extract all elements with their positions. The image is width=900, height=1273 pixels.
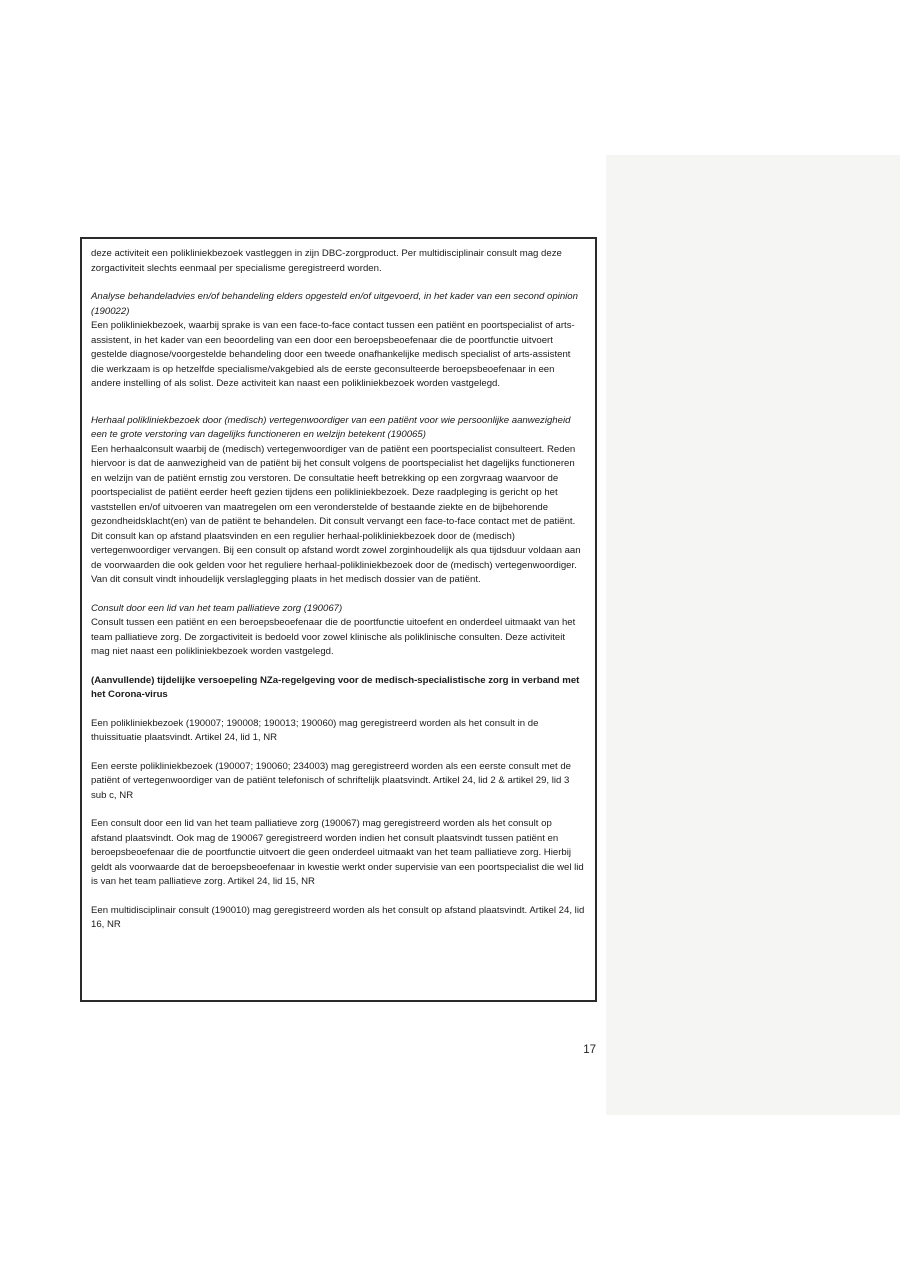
section-heading: Herhaal polikliniekbezoek door (medisch) vertegenwoordiger van een patiënt voor wie persoonlijke aanwezigheid een te grote verstoring van dagelijks functioneren en welzijn betekent (190065) <box>91 414 571 440</box>
paragraph: Een polikliniekbezoek (190007; 190008; 190013; 190060) mag geregistreerd worden als het consult in de thuissituatie plaatsvindt. Artikel 24, lid 1, NR <box>91 717 539 743</box>
paragraph: Een eerste polikliniekbezoek (190007; 190060; 234003) mag geregistreerd worden als een eerste consult met de patiënt of vertegenwoordiger van de patiënt telefonisch of schriftelijk plaatsvindt. Artikel 24, lid 2 & artikel 29, lid 3 sub c, NR <box>91 760 571 801</box>
paragraph: Een polikliniekbezoek, waarbij sprake is van een face-to-face contact tussen een patiënt en poortspecialist of arts-assistent, in het kader van een beoordeling van een door een beroepsbeoefenaar die de poortfunctie uitvoert gestelde diagnose/voorgestelde behandeling door een tweede onafhankelijke medisch specialist of arts-assistent die werkzaam is op hetzelfde specialisme/vakgebied als de eerste geconsulteerde beroepsbeoefenaar in een andere instelling of als solist. Deze activiteit kan naast een polikliniekbezoek worden vastgelegd. <box>91 320 575 389</box>
paragraph: deze activiteit een polikliniekbezoek vastleggen in zijn DBC-zorgproduct. Per multidisciplinair consult mag deze zorgactiviteit slechts eenmaal per specialisme geregistreerd worden. <box>91 248 562 274</box>
content-box <box>80 237 597 1002</box>
section-heading: (Aanvullende) tijdelijke versoepeling NZa-regelgeving voor de medisch-specialistische zorg in verband met het Corona-virus <box>91 674 580 700</box>
section-heading: Analyse behandeladvies en/of behandeling elders opgesteld en/of uitgevoerd, in het kader van een second opinion (190022) <box>91 291 578 317</box>
side-panel <box>606 155 900 1115</box>
paragraph: Een herhaalconsult waarbij de (medisch) vertegenwoordiger van de patiënt een poortspecialist consulteert. Reden hiervoor is dat de aanwezigheid van de patiënt bij het consult volgens de poortspecialist het dagelijks functioneren en welzijn van de patiënt ernstig zou verstoren. De consultatie heeft betrekking op een zorgvraag waarvoor de poortspecialist de patiënt eerder heeft gezien tijdens een polikliniekbezoek. Deze raadpleging is gericht op het vaststellen en/of uitvoeren van maatregelen om een veronderstelde of bestaande ziekte en de bijbehorende gezondheidsklacht(en) van de patiënt te behandelen. Dit consult vervangt een face-to-face contact met de patiënt. Dit consult kan op afstand plaatsvinden en een regulier herhaal-polikliniekbezoek door de (medisch) vertegenwoordiger vervangen. Bij een consult op afstand wordt zowel zorginhoudelijk als qua tijdsduur voldaan aan de voorwaarden die ook gelden voor het reguliere herhaal-polikliniekbezoek door de (medisch) vertegenwoordiger. Van dit consult vindt inhoudelijk verslaglegging plaats in het medisch dossier van de patiënt. <box>91 443 581 585</box>
paragraph: Consult tussen een patiënt en een beroepsbeoefenaar die de poortfunctie uitoefent en onderdeel uitmaakt van het team palliatieve zorg. De zorgactiviteit is bedoeld voor zowel klinische als poliklinische consulten. Deze activiteit mag niet naast een polikliniekbezoek worden vastgelegd. <box>91 617 576 657</box>
page-number: 17 <box>583 1044 596 1056</box>
paragraph: Een consult door een lid van het team palliatieve zorg (190067) mag geregistreerd worden als het consult op afstand plaatsvindt. Ook mag de 190067 geregistreerd worden indien het consult plaatsvindt tussen patiënt en beroepsbeoefenaar die de poortfunctie uitvoert die geen onderdeel uitmaakt van het team palliatieve zorg. Hierbij geldt als voorwaarde dat de beroepsbeoefenaar in kwestie werkt onder supervisie van een poortspecialist die wel lid is van het team palliatieve zorg. Artikel 24, lid 15, NR <box>91 818 584 887</box>
paragraph: Een multidisciplinair consult (190010) mag geregistreerd worden als het consult op afstand plaatsvindt. Artikel 24, lid 16, NR <box>91 904 585 930</box>
section-heading: Consult door een lid van het team palliatieve zorg (190067) <box>91 602 343 614</box>
